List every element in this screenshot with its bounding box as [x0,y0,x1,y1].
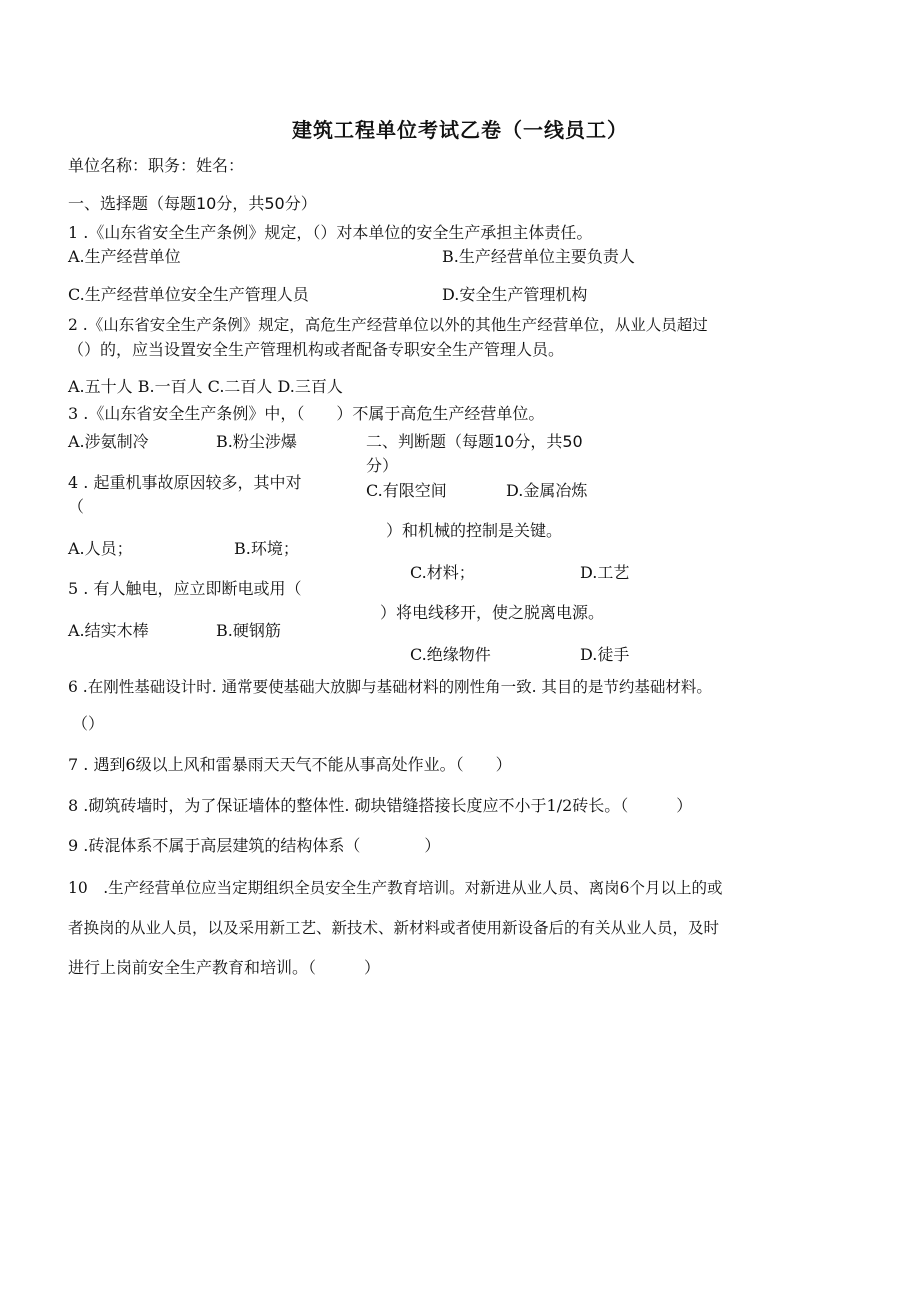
q4-option-b: B.环境； [234,539,299,558]
q5-option-c: C.绝缘物件 [410,645,491,664]
q4-option-a: A.人员； [68,539,133,558]
q2-stem-line2: （）的，应当设置安全生产管理机构或者配备专职安全生产管理人员。 [68,340,565,359]
q4-stem-cont: ）和机械的控制是关键。 [386,521,563,540]
q5-stem: 5 . 有人触电，应立即断电或用（ [68,579,302,598]
q5-option-b: B.硬钢筋 [216,621,281,640]
q5-option-d: D.徒手 [580,645,630,664]
q1-option-a: A.生产经营单位 [68,247,181,266]
q3-stem: 3 .《山东省安全生产条例》中，（ ）不属于高危生产经营单位。 [68,404,545,423]
q6-line2: （） [72,714,105,733]
q2-stem-line1: 2 .《山东省安全生产条例》规定，高危生产经营单位以外的其他生产经营单位，从业人员超过 [68,316,708,334]
q1-option-b: B.生产经营单位主要负责人 [442,247,635,266]
q6-line1: 6 .在刚性基础设计时. 通常要使基础大放脚与基础材料的刚性角一致. 其目的是节约基础材料。 [68,678,712,696]
q3-option-b: B.粉尘涉爆 [216,432,297,451]
q5-option-a: A.结实木棒 [68,621,149,640]
q9: 9 .砖混体系不属于高层建筑的结构体系（ ） [68,836,441,855]
q2-options: A.五十人 B.一百人 C.二百人 D.三百人 [68,377,343,396]
section2-heading-line2: 分） [366,456,399,475]
q3-option-c: C.有限空间 [366,481,447,500]
q7: 7 . 遇到6级以上风和雷暴雨天天气不能从事高处作业。（ ） [68,755,512,774]
q5-stem-cont: ）将电线移开，使之脱离电源。 [380,603,605,622]
exam-title: 建筑工程单位考试乙卷（一线员工） [292,118,628,142]
q8: 8 .砌筑砖墙时，为了保证墙体的整体性. 砌块错缝搭接长度应不小于1/2砖长。（ ） [68,796,693,815]
info-line: 单位名称：职务：姓名： [68,156,245,175]
q3-option-d: D.金属冶炼 [506,481,588,500]
q1-option-c: C.生产经营单位安全生产管理人员 [68,285,309,304]
q1-stem: 1 .《山东省安全生产条例》规定，（）对本单位的安全生产承担主体责任。 [68,223,593,242]
section2-heading-line1: 二、判断题（每题10分，共50 [366,432,583,451]
q10-line2: 者换岗的从业人员，以及采用新工艺、新技术、新材料或者使用新设备后的有关从业人员，及时 [68,919,720,937]
q4-stem-line1: 4 . 起重机事故原因较多，其中对 [68,473,302,492]
q1-option-d: D.安全生产管理机构 [442,285,588,304]
q4-option-c: C.材料； [410,563,475,582]
q3-option-a: A.涉氨制冷 [68,432,149,451]
q4-option-d: D.工艺 [580,563,630,582]
section1-heading: 一、选择题（每题10分，共50分） [68,194,317,213]
q4-stem-line2: （ [68,497,85,516]
q10-line1: 10 .生产经营单位应当定期组织全员安全生产教育培训。对新进从业人员、离岗6个月以上的或 [68,879,723,897]
q10-line3: 进行上岗前安全生产教育和培训。（ ） [68,958,381,977]
